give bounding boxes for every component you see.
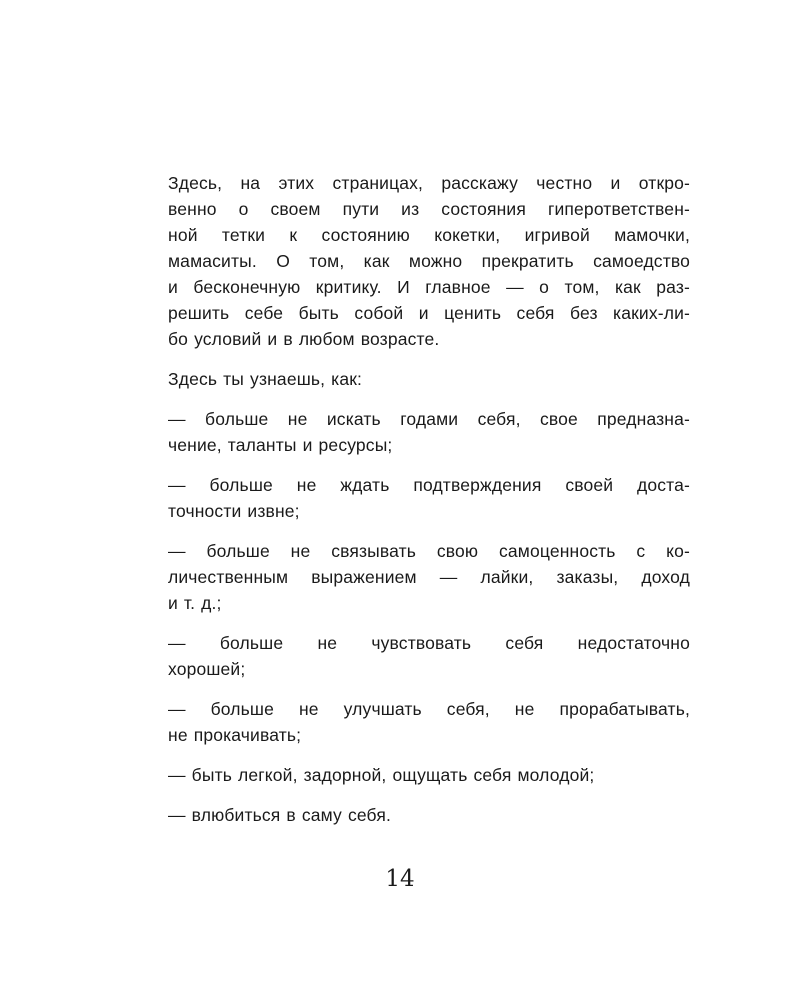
text-line: бо условий и в любом возрасте. [168, 329, 440, 349]
text-line: и т. д.; [168, 593, 222, 613]
text-line: личественным выражением — лайки, заказы, доход [168, 567, 690, 587]
text-line: чение, таланты и ресурсы; [168, 435, 393, 455]
text-line: и бесконечную критику. И главное — о том, как раз- [168, 277, 690, 297]
page-number: 14 [385, 866, 415, 892]
list-item [168, 406, 690, 458]
list-item [168, 802, 690, 828]
text-line: — больше не чувствовать себя недостаточно [168, 633, 690, 653]
text-line: Здесь, на этих страницах, расскажу честно и откро- [168, 173, 690, 193]
text-line: — быть легкой, задорной, ощущать себя молодой; [168, 765, 595, 785]
text-line: Здесь ты узнаешь, как: [168, 369, 363, 389]
text-line: — больше не ждать подтверждения своей доста- [168, 475, 690, 495]
text-line: — больше не улучшать себя, не прорабатывать, [168, 699, 690, 719]
text-line: — больше не связывать свою самоценность с ко- [168, 541, 690, 561]
text-line: решить себе быть собой и ценить себя без каких-ли- [168, 303, 690, 323]
body-text [168, 170, 690, 842]
list-item [168, 472, 690, 524]
text-line: — влюбиться в саму себя. [168, 805, 391, 825]
list-item [168, 762, 690, 788]
list-item [168, 630, 690, 682]
text-line: венно о своем пути из состояния гиперответствен- [168, 199, 690, 219]
list-item [168, 538, 690, 616]
intro-paragraph [168, 170, 690, 352]
text-line: ной тетки к состоянию кокетки, игривой мамочки, [168, 225, 690, 245]
text-line: точности извне; [168, 501, 300, 521]
text-line: мамаситы. О том, как можно прекратить самоедство [168, 251, 690, 271]
text-line: не прокачивать; [168, 725, 302, 745]
text-line: хорошей; [168, 659, 246, 679]
lead-paragraph [168, 366, 690, 392]
text-line: — больше не искать годами себя, свое предназна- [168, 409, 690, 429]
list-item [168, 696, 690, 748]
